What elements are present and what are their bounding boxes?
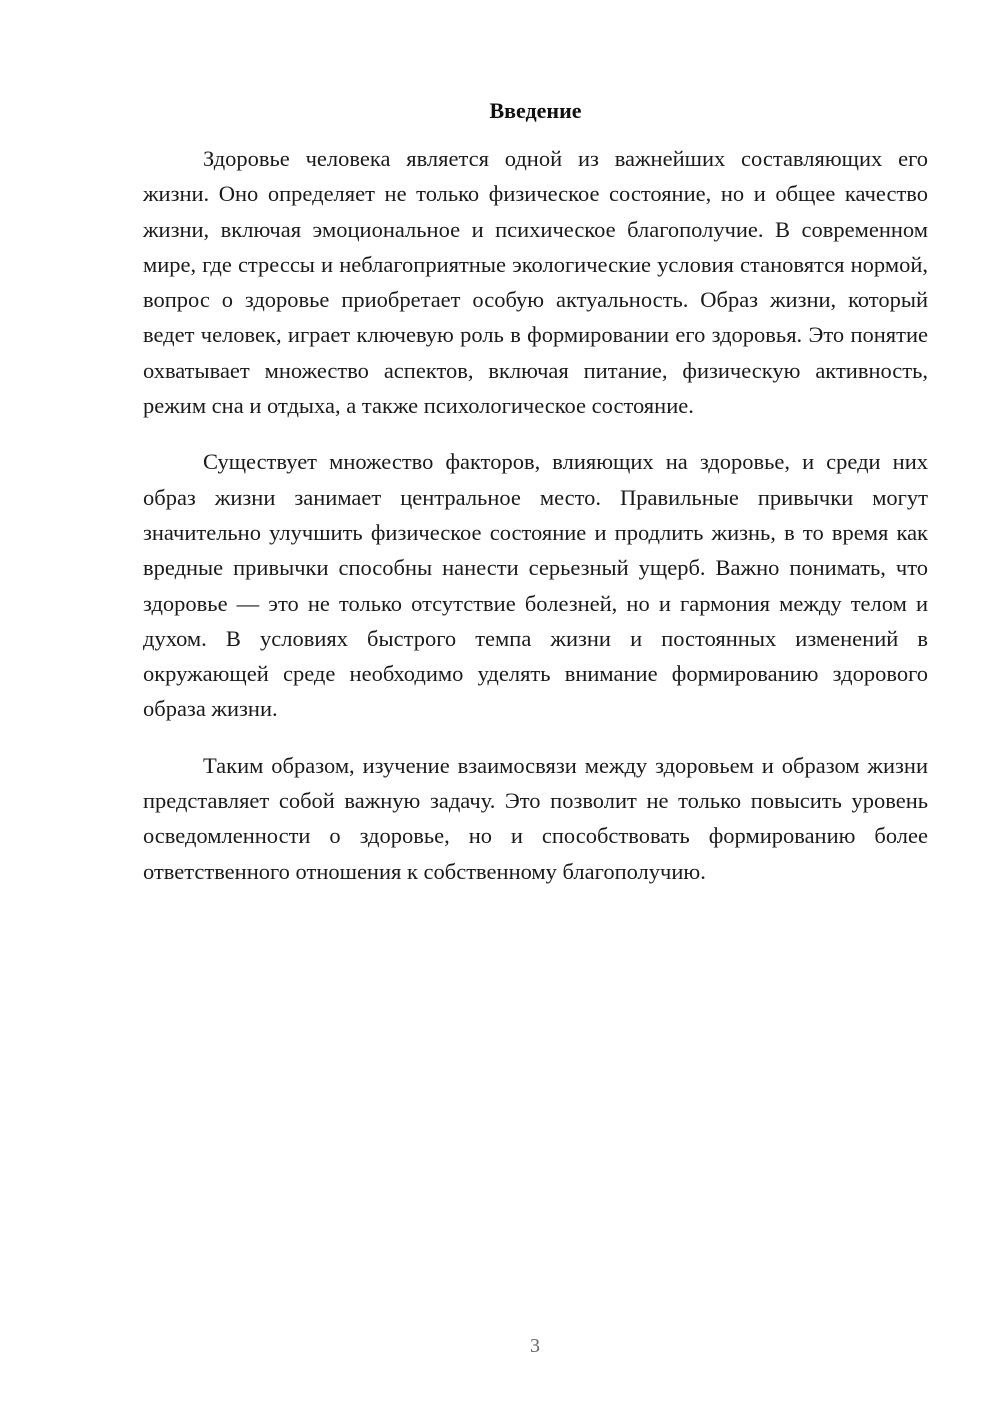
paragraph-1: Здоровье человека является одной из важнейших составляющих его жизни. Оно определяет не только физическое состояние, но и общее качество жизни, включая эмоциональное и психическое благополучие. В современном мире, где стрессы и неблагоприятные экологические условия становятся нормой, вопрос о здоровье приобретает особую актуальность. Образ жизни, который ведет человек, играет ключевую роль в формировании его здоровья. Это понятие охватывает множество аспектов, включая питание, физическую активность, режим сна и отдыха, а также психологическое состояние. (143, 146, 928, 419)
page-number: 3 (530, 1335, 540, 1357)
section-title: Введение (489, 98, 582, 123)
page-content (143, 97, 928, 910)
paragraph-3: Таким образом, изучение взаимосвязи между здоровьем и образом жизни представляет собой важную задачу. Это позволит не только повысить уровень осведомленности о здоровье, но и способствовать формированию более ответственного отношения к собственному благополучию. (143, 752, 928, 884)
paragraph-2: Существует множество факторов, влияющих на здоровье, и среди них образ жизни занимает центральное место. Правильные привычки могут значительно улучшить физическое состояние и продлить жизнь, в то время как вредные привычки способны нанести серьезный ущерб. Важно понимать, что здоровье — это не только отсутствие болезней, но и гармония между телом и духом. В условиях быстрого темпа жизни и постоянных изменений в окружающей среде необходимо уделять внимание формированию здорового образа жизни. (143, 449, 928, 722)
